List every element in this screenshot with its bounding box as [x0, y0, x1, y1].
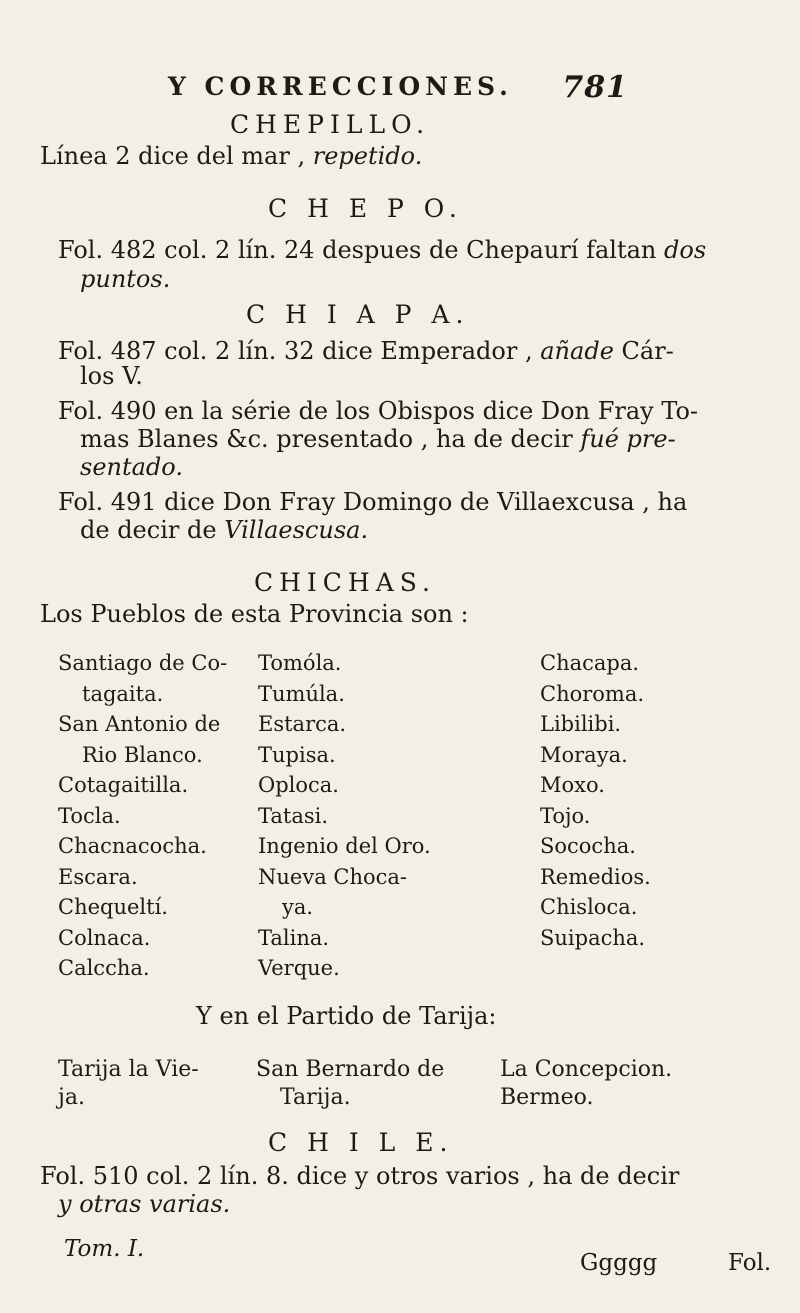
list-item: Talina. — [258, 925, 330, 950]
chile-line-2: y otras varias. — [58, 1190, 231, 1218]
footer-volume: Tom. I. — [64, 1236, 145, 1262]
list-item: Verque. — [258, 956, 340, 980]
chepillo-text: Línea 2 dice del mar , repetido. — [40, 142, 423, 170]
list-item: Nueva Choca- — [258, 864, 407, 889]
chichas-intro: Los Pueblos de esta Provincia son : — [40, 600, 469, 628]
list-item: Moxo. — [540, 773, 605, 797]
chiapa-p2-line-3: sentado. — [80, 453, 183, 481]
pueblos-column-2 — [258, 648, 431, 984]
list-item: Chisloca. — [540, 895, 638, 919]
tarija-column-1 — [58, 1056, 199, 1112]
list-item: La Concepcion. — [500, 1057, 673, 1082]
footer-signature: Ggggg — [580, 1250, 658, 1276]
list-item: Chacapa. — [540, 651, 640, 675]
list-item: Tojo. — [540, 803, 591, 828]
list-item: Oploca. — [258, 773, 339, 797]
list-item: Tarija la Vie- — [58, 1057, 199, 1082]
tarija-column-2 — [256, 1056, 444, 1112]
list-item: Estarca. — [258, 712, 347, 736]
list-item: Suipacha. — [540, 925, 646, 950]
list-item: Ingenio del Oro. — [258, 834, 431, 858]
chiapa-p2-line-2: mas Blanes &c. presentado , ha de decir fué pre- — [80, 425, 676, 453]
list-item: Tatasi. — [258, 803, 329, 828]
pueblos-column-1 — [58, 648, 227, 984]
chiapa-p1-line-1: Fol. 487 col. 2 lín. 32 dice Emperador , añade Cár- — [58, 337, 674, 365]
list-item: tagaita. — [82, 681, 164, 706]
pueblos-column-3 — [540, 648, 651, 953]
chile-line-1: Fol. 510 col. 2 lín. 8. dice y otros varios , ha de decir — [40, 1162, 680, 1190]
list-item: Tupisa. — [258, 742, 336, 767]
running-header — [168, 70, 628, 105]
list-item: Choroma. — [540, 681, 645, 706]
chiapa-p2-line-1: Fol. 490 en la série de los Obispos dice Don Fray To- — [58, 397, 699, 425]
tarija-heading: Y en el Partido de Tarija: — [196, 1002, 497, 1030]
list-item: Tocla. — [58, 803, 121, 828]
chepo-line-2: puntos. — [80, 265, 171, 293]
heading-chile: C H I L E. — [268, 1128, 454, 1157]
list-item: Calccha. — [58, 956, 150, 980]
list-item: ya. — [282, 895, 314, 919]
list-item: San Antonio de — [58, 712, 221, 736]
list-item: Moraya. — [540, 742, 628, 767]
list-item: Chacnacocha. — [58, 834, 207, 858]
header-title: Y CORRECCIONES. — [168, 72, 513, 101]
chiapa-p3-line-2: de decir de Villaescusa. — [80, 516, 369, 544]
list-item: Santiago de Co- — [58, 651, 228, 675]
heading-chepo: C H E P O. — [268, 194, 463, 223]
heading-chiapa: C H I A P A. — [246, 300, 470, 329]
list-item: Tomóla. — [258, 651, 342, 675]
list-item: Tarija. — [280, 1085, 351, 1110]
list-item: Escara. — [58, 864, 138, 889]
list-item: San Bernardo de — [256, 1057, 445, 1082]
list-item: Bermeo. — [500, 1085, 594, 1110]
heading-chepillo: CHEPILLO. — [230, 110, 431, 139]
list-item: ja. — [58, 1085, 85, 1110]
list-item: Cotagaitilla. — [58, 773, 189, 797]
heading-chichas: CHICHAS. — [254, 568, 436, 597]
tarija-column-3 — [500, 1056, 672, 1112]
footer-catchword: Fol. — [728, 1250, 772, 1276]
list-item: Colnaca. — [58, 925, 151, 950]
page-number: 781 — [562, 70, 628, 105]
list-item: Sococha. — [540, 834, 636, 858]
list-item: Remedios. — [540, 864, 651, 889]
list-item: Tumúla. — [258, 681, 345, 706]
list-item: Chequeltí. — [58, 895, 168, 919]
list-item: Libilibi. — [540, 712, 622, 736]
chiapa-p1-line-2: los V. — [80, 362, 143, 390]
chiapa-p3-line-1: Fol. 491 dice Don Fray Domingo de Villaexcusa , ha — [58, 488, 688, 516]
chepo-line-1: Fol. 482 col. 2 lín. 24 despues de Chepaurí faltan dos — [58, 236, 707, 264]
list-item: Rio Blanco. — [82, 742, 203, 767]
